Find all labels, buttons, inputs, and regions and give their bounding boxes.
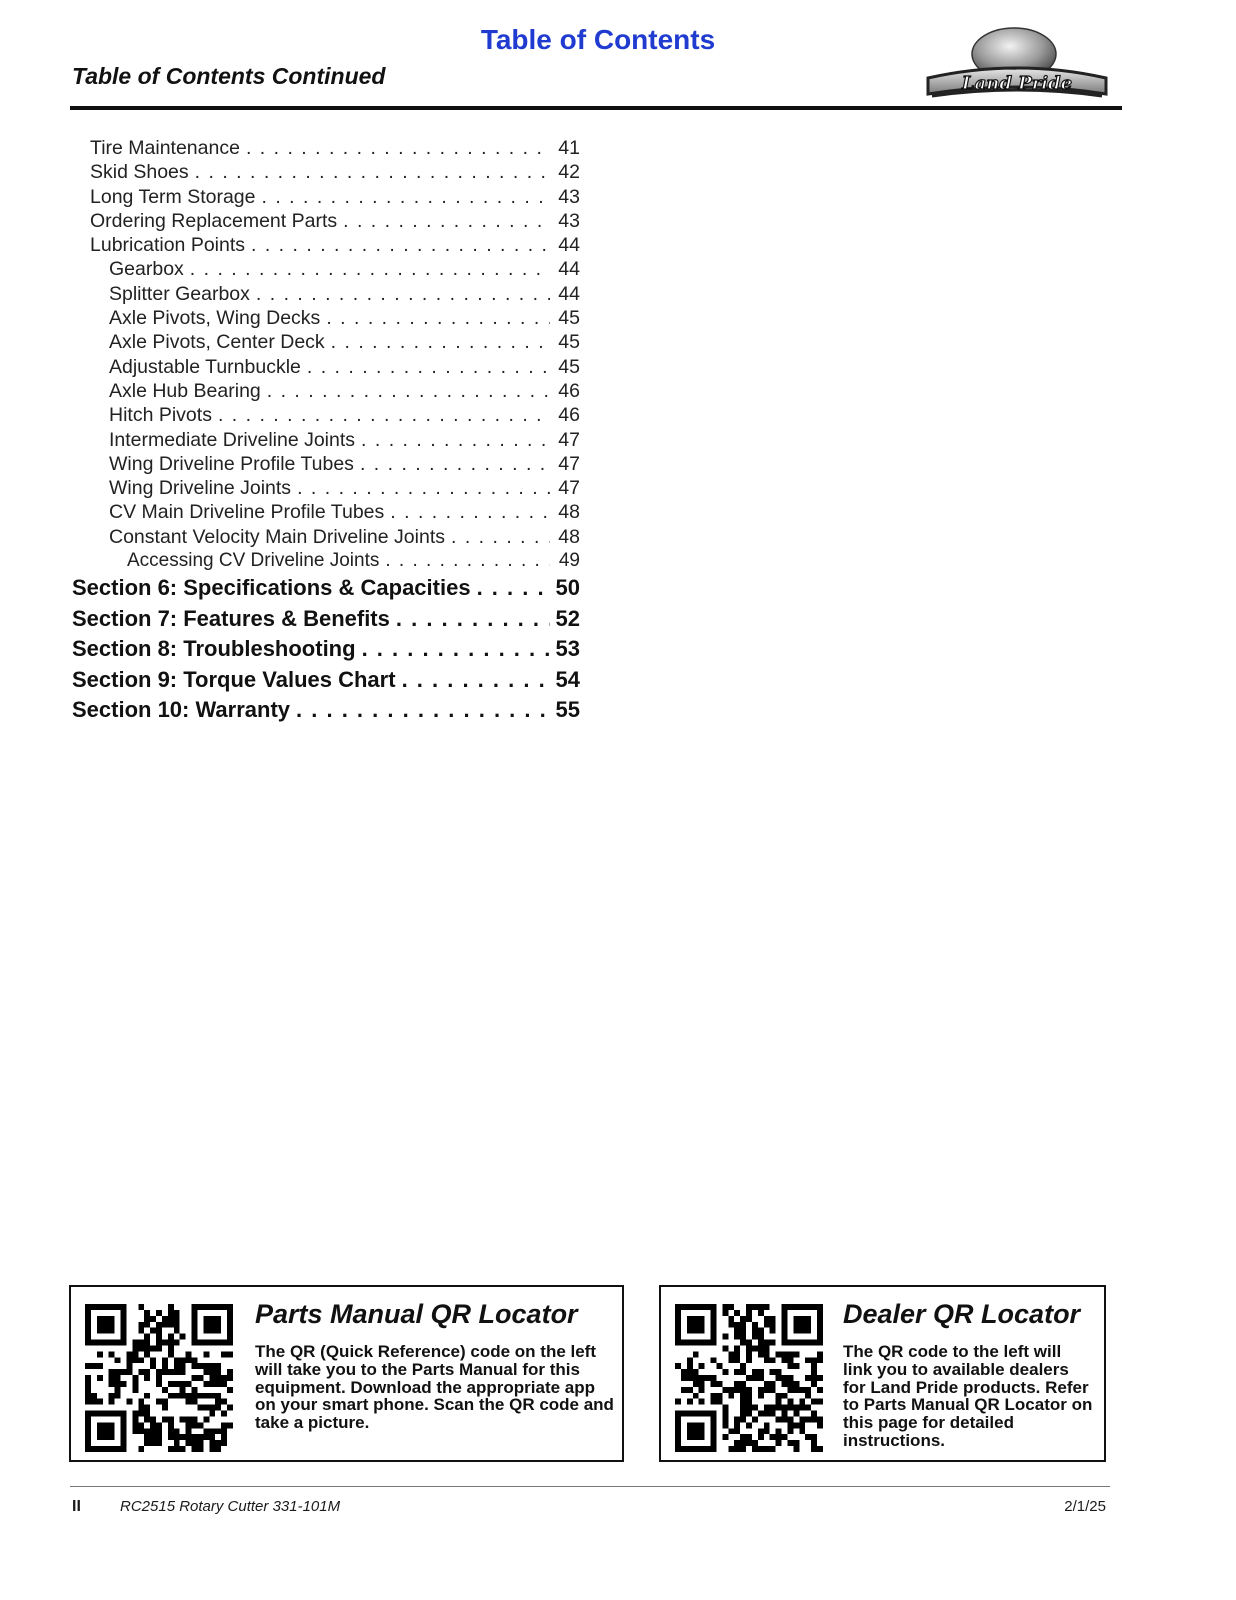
toc-entry[interactable] <box>72 136 580 160</box>
toc-entry[interactable] <box>72 403 580 427</box>
header-rule <box>70 106 1122 110</box>
toc-entry-label: Section 9: Torque Values Chart <box>72 666 396 692</box>
footer-document-title: RC2515 Rotary Cutter 331-101M <box>120 1498 341 1515</box>
toc-section-entry[interactable] <box>72 604 580 634</box>
toc-entry-page: 44 <box>558 258 580 281</box>
toc-dot-leader <box>267 379 550 403</box>
toc-dot-leader <box>396 604 550 634</box>
toc-section-entry[interactable] <box>72 573 580 603</box>
toc-dot-leader <box>296 695 549 725</box>
toc-entry[interactable] <box>72 257 580 281</box>
toc-dot-leader <box>385 549 550 573</box>
toc-section-entry[interactable] <box>72 695 580 725</box>
toc-entry-label: Axle Pivots, Center Deck <box>109 331 325 354</box>
toc-entry-page: 48 <box>558 501 580 524</box>
toc-entry[interactable] <box>72 330 580 354</box>
toc-entry-page: 47 <box>558 452 580 475</box>
toc-dot-leader <box>402 665 550 695</box>
toc-entry-label: Axle Hub Bearing <box>109 379 261 402</box>
toc-entry-page: 49 <box>558 550 580 572</box>
toc-entry-page: 55 <box>555 696 580 722</box>
toc-entry[interactable] <box>72 428 580 452</box>
toc-dot-leader <box>361 428 550 452</box>
toc-dot-leader <box>390 500 550 524</box>
toc-entry-label: Skid Shoes <box>90 161 189 184</box>
toc-entry-label: Tire Maintenance <box>90 137 240 159</box>
toc-entry-page: 42 <box>558 161 580 184</box>
toc-entry[interactable] <box>72 160 580 184</box>
toc-dot-leader <box>326 306 550 330</box>
toc-entry-label: Intermediate Driveline Joints <box>109 428 356 451</box>
toc-dot-leader <box>190 257 550 281</box>
toc-entry[interactable] <box>72 500 580 524</box>
toc-entry-label: Wing Driveline Profile Tubes <box>109 452 354 475</box>
toc-entry[interactable] <box>72 525 580 549</box>
dealer-qr-description: The QR code to the left will link you to available dealers for Land Pride products. Refer to Parts Manual QR Locator on this page for detailed instructions. <box>843 1342 1093 1450</box>
toc-dot-leader <box>246 136 550 160</box>
parts-qr-description: The QR (Quick Reference) code on the left will take you to the Parts Manual for this equipment. Download the appropriate app on your smart phone. Scan the QR code and take a picture. <box>255 1342 614 1433</box>
toc-dot-leader <box>451 525 550 549</box>
toc-entry-page: 45 <box>558 331 580 354</box>
toc-entry-label: Splitter Gearbox <box>109 282 250 305</box>
toc-entry-page: 47 <box>558 428 580 451</box>
toc-entry[interactable] <box>72 233 580 257</box>
toc-entry-label: Gearbox <box>109 258 184 281</box>
dealer-qr-box <box>659 1285 1106 1462</box>
dealer-qr-code[interactable] <box>675 1304 823 1452</box>
svg-text:Land Pride: Land Pride <box>961 73 1073 94</box>
toc-dot-leader <box>331 330 550 354</box>
toc-dot-leader <box>251 233 550 257</box>
table-of-contents <box>72 136 580 725</box>
toc-dot-leader <box>256 282 550 306</box>
toc-entry[interactable] <box>72 379 580 403</box>
toc-entry-label: CV Main Driveline Profile Tubes <box>109 501 385 524</box>
toc-entry-label: Section 6: Specifications & Capacities <box>72 575 471 601</box>
land-pride-logo <box>922 26 1112 108</box>
toc-entry-page: 47 <box>558 477 580 500</box>
toc-entry[interactable] <box>72 476 580 500</box>
toc-entry-label: Ordering Replacement Parts <box>90 209 338 232</box>
footer-date: 2/1/25 <box>1064 1498 1106 1515</box>
footer-page-number: II <box>72 1498 81 1515</box>
toc-dot-leader <box>262 185 551 209</box>
toc-entry-label: Section 7: Features & Benefits <box>72 605 390 631</box>
toc-entry-label: Wing Driveline Joints <box>109 477 292 500</box>
toc-entry-page: 43 <box>558 209 580 232</box>
toc-entry[interactable] <box>72 452 580 476</box>
toc-dot-leader <box>343 209 550 233</box>
toc-entry[interactable] <box>72 306 580 330</box>
toc-entry-page: 44 <box>558 282 580 305</box>
toc-dot-leader <box>362 634 550 664</box>
toc-entry-label: Hitch Pivots <box>109 404 212 427</box>
toc-entry[interactable] <box>72 355 580 379</box>
toc-entry-label: Adjustable Turnbuckle <box>109 355 301 378</box>
parts-manual-qr-code[interactable] <box>85 1304 233 1452</box>
footer-rule <box>70 1486 1110 1487</box>
toc-dot-leader <box>195 160 550 184</box>
toc-entry-page: 43 <box>558 185 580 208</box>
toc-entry-page: 48 <box>558 525 580 548</box>
toc-entry-label: Axle Pivots, Wing Decks <box>109 307 321 330</box>
toc-entry-page: 41 <box>558 137 580 159</box>
toc-entry-page: 52 <box>555 605 580 631</box>
toc-dot-leader <box>477 573 550 603</box>
toc-section-entry[interactable] <box>72 634 580 664</box>
section-subtitle: Table of Contents Continued <box>72 63 386 89</box>
toc-entry-label: Long Term Storage <box>90 185 256 208</box>
toc-entry-page: 53 <box>555 636 580 662</box>
toc-dot-leader <box>297 476 550 500</box>
toc-dot-leader <box>307 355 550 379</box>
toc-entry-label: Accessing CV Driveline Joints <box>127 550 380 572</box>
toc-entry-label: Constant Velocity Main Driveline Joints <box>109 525 445 548</box>
toc-entry[interactable] <box>72 185 580 209</box>
toc-entry-page: 46 <box>558 379 580 402</box>
toc-section-entry[interactable] <box>72 665 580 695</box>
parts-qr-title: Parts Manual QR Locator <box>255 1299 578 1329</box>
toc-entry-page: 50 <box>555 575 580 601</box>
toc-entry-page: 54 <box>555 666 580 692</box>
parts-manual-qr-box <box>69 1285 624 1462</box>
dealer-qr-title: Dealer QR Locator <box>843 1299 1081 1329</box>
page-title: Table of Contents <box>480 24 716 55</box>
toc-entry-page: 45 <box>558 307 580 330</box>
toc-entry-label: Lubrication Points <box>90 234 246 257</box>
toc-entry[interactable] <box>72 282 580 306</box>
toc-dot-leader <box>218 403 550 427</box>
toc-entry-page: 45 <box>558 355 580 378</box>
toc-entry[interactable] <box>72 209 580 233</box>
toc-entry-label: Section 8: Troubleshooting <box>72 636 356 662</box>
toc-entry-page: 44 <box>558 234 580 257</box>
toc-entry-label: Section 10: Warranty <box>72 696 291 722</box>
toc-entry[interactable] <box>72 549 580 573</box>
toc-entry-page: 46 <box>558 404 580 427</box>
toc-dot-leader <box>360 452 550 476</box>
